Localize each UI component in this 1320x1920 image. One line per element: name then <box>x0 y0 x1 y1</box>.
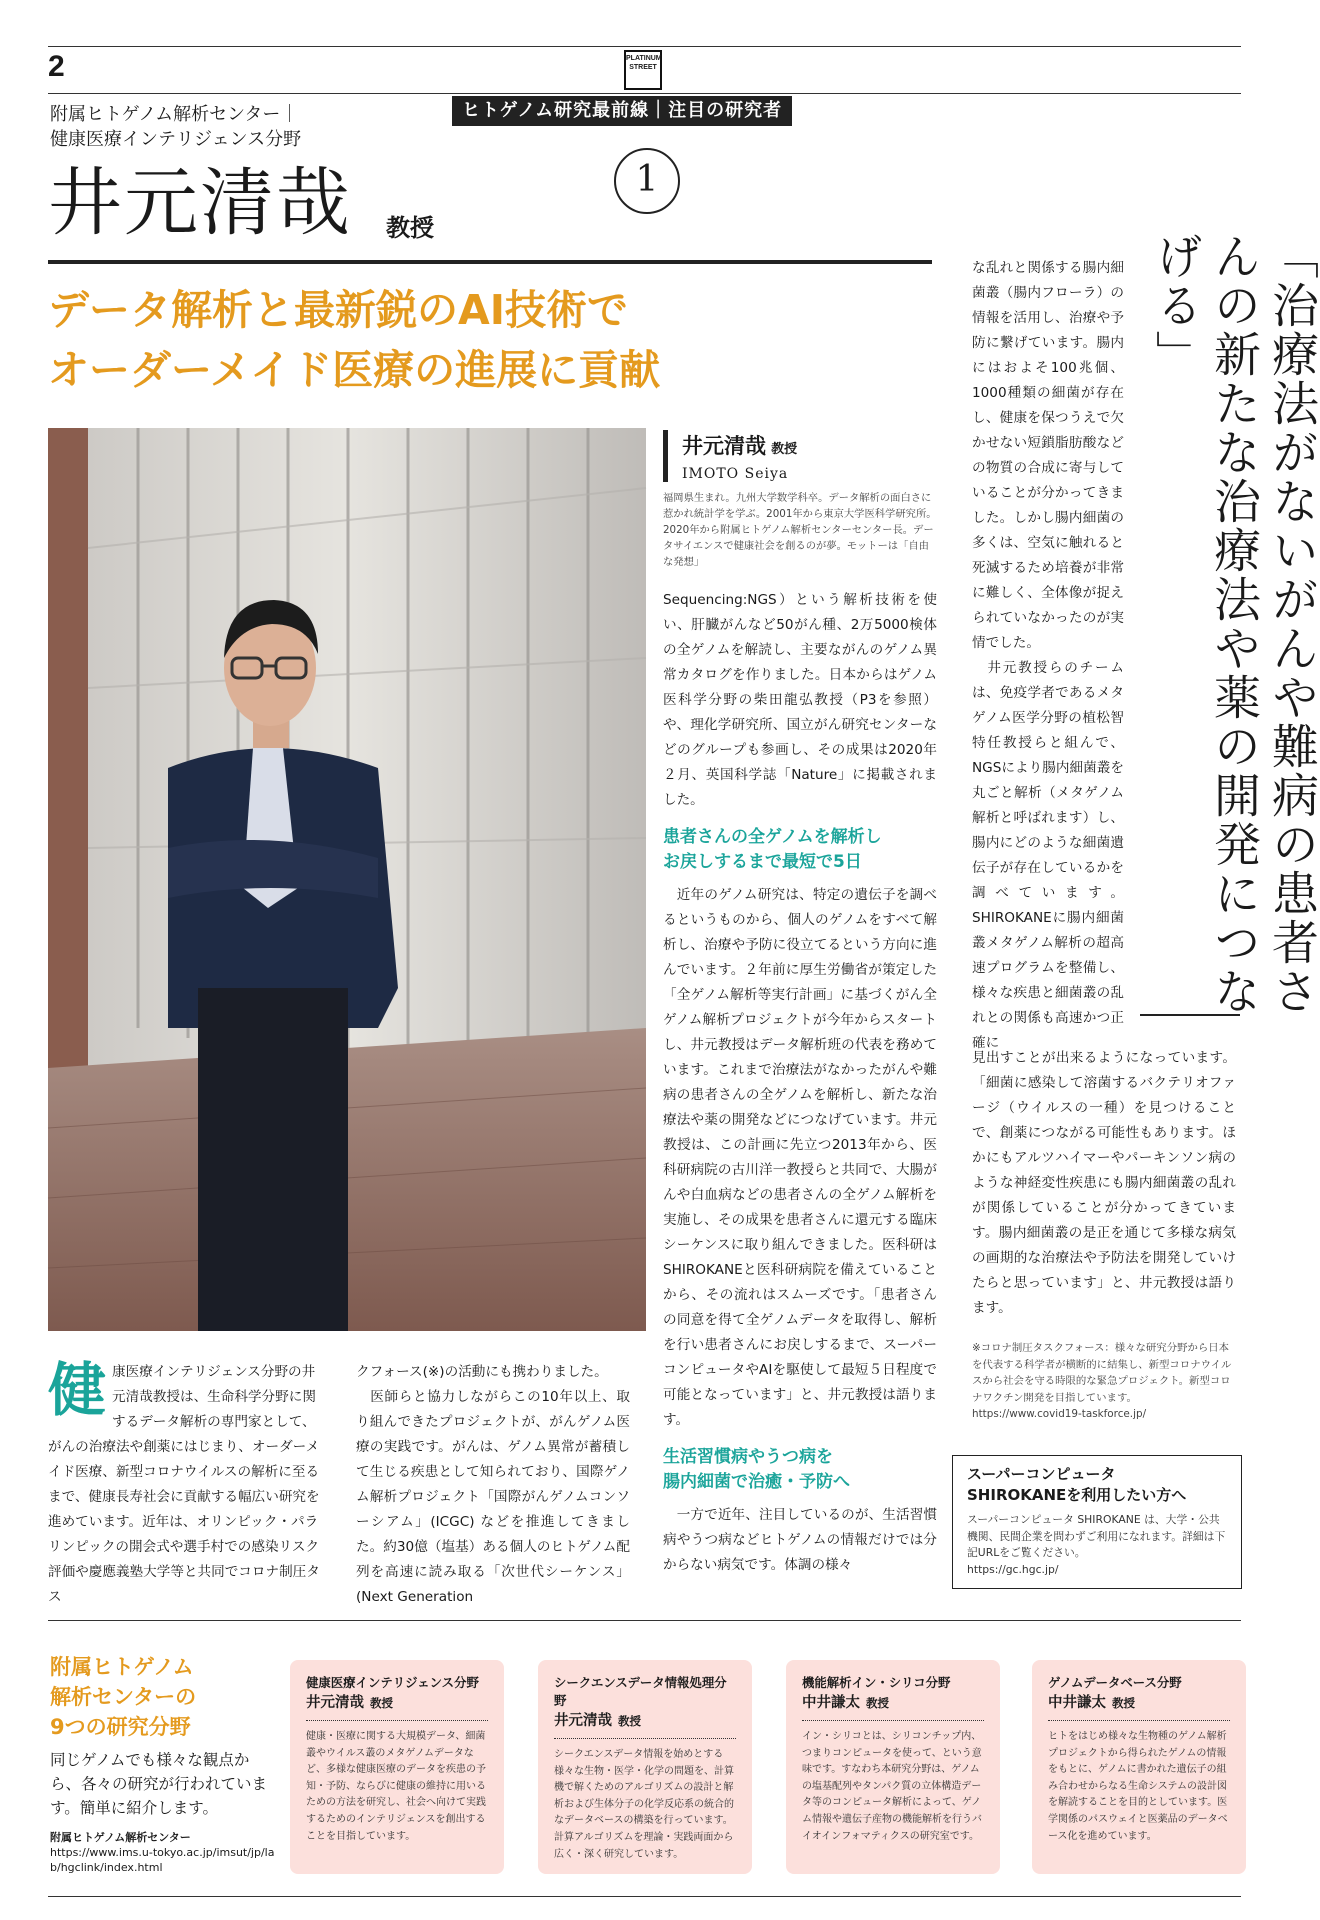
article-column-4 <box>972 256 1124 1056</box>
lab-card-division: ゲノムデータベース分野 <box>1048 1675 1182 1690</box>
lab-card-name-row <box>554 1710 736 1739</box>
top-rule <box>48 46 1241 47</box>
publication-logo: PLATINUM STREET <box>624 50 662 90</box>
lab-card-title: 教授 <box>866 1696 889 1710</box>
lab-card-body: イン・シリコとは、シリコンチップ内、つまりコンピュータを使って、という意味です。すなわち本研究分野は、ゲノムの塩基配列やタンパク質の立体構造データ等のコンピュータ解析によって、ゲノム情報や遺伝子産物の機能解析を行うバイオインフォマティクスの研究室です。 <box>802 1731 982 1842</box>
col2-text: クフォース(※)の活動にも携わりました。 医師らと協力しながらこの10年以上、取り組んできたプロジェクトが、がんゲノム医療の実践です。がんは、ゲノム異常が蓄積して生じる疾患として知られており、国際ゲノム解析プロジェクト「国際がんゲノムコンソーシアム」(ICGC) などを推進してきました。約30億（塩基）ある個人のヒトゲノム配列を高速に読み取る「次世代シーケンス」(Next Generation <box>356 1364 630 1605</box>
col4-text: な乱れと関係する腸内細菌叢（腸内フローラ）の情報を活用し、治療や予防に繋げています。腸内にはおよそ100兆個、1000種類の細菌が存在し、健康を保つうえで欠かせない短鎖脂肪酸などの物質の合成に寄与していることが分かってきました。しかし腸内細菌の多くは、空気に触れると死滅するため培養が非常に難しく、全体像が捉えられていなかったのが実情でした。 井元教授らのチームは、免疫学者であるメタゲノム医学分野の植松智特任教授らと組んで、NGSにより腸内細菌叢を丸ごと解析（メタゲノム解析と呼ばれます）し、腸内にどのような細菌遺伝子が存在しているかを調べています。SHIROKANEに腸内細菌叢メタゲノム解析の超高速プログラムを整備し、様々な疾患と細菌叢の乱れとの関係も高速かつ正確に <box>972 260 1124 1051</box>
labs-link[interactable]: https://www.ims.u-tokyo.ac.jp/imsut/jp/lab/hgclink/index.html <box>50 1846 275 1874</box>
subheading-1-line-2: お戻しするまで最短で5日 <box>663 852 862 872</box>
lab-card-title: 教授 <box>370 1696 393 1710</box>
lab-card-name: 井元清哉 <box>554 1713 612 1729</box>
profile-bio: 福岡県生まれ。九州大学数学科卒。データ解析の面白さに惹かれ統計学を学ぶ。2001年から東京大学医科学研究所。2020年から附属ヒトゲノム解析センターセンター長。データサイエンスで健康社会を創るのが夢。モットーは「自由な発想」 <box>663 492 937 568</box>
affiliation-line-2: 健康医療インテリジェンス分野 <box>50 129 302 150</box>
labs-description: 同じゲノムでも様々な観点から、各々の研究が行われています。簡単に紹介します。 <box>50 1751 268 1817</box>
col3-paragraph-2: 近年のゲノム研究は、特定の遺伝子を調べるというものから、個人のゲノムをすべて解析し、治療や予防に役立てるという方向に進んでいます。２年前に厚生労働省が策定した「全ゲノム解析等実行計画」に基づくがん全ゲノム解析プロジェクトが今年からスタートし、井元教授はデータ解析班の代表を務めています。これまで治療法がなかったがんや難病の患者さんの全ゲノムを解析し、新たな治療法や薬の開発などにつなげています。井元教授は、この計画に先立つ2013年から、医科研病院の古川洋一教授らと共同で、大腸がんや白血病などの患者さんの全ゲノム解析を実施し、その成果を患者さんに還元する臨床シーケンスに取り組んできました。医科研はSHIROKANEと医科研病院を備えていることから、その流れはスムーズです。「患者さんの同意を得て全ゲノムデータを取得し、解析を行い患者さんにお戻しするまで、スーパーコンピュータやAIを駆使して最短５日程度で可能となっています」と、井元教授は語ります。 <box>663 887 937 1428</box>
lab-card-name-row <box>802 1692 984 1721</box>
affiliation-line-1: 附属ヒトゲノム解析センター｜ <box>50 104 299 125</box>
footnote-text: ※コロナ制圧タスクフォース：様々な研究分野から日本を代表する科学者が横断的に結集し、新型コロナウイルスから社会を守る時限的な緊急プロジェクト。新型コロナワクチン開発を目指しています。 <box>972 1342 1232 1404</box>
lab-card-name: 中井謙太 <box>1048 1695 1106 1711</box>
affiliation <box>50 102 301 152</box>
headline-line-1: データ解析と最新鋭のAI技術で <box>48 286 628 334</box>
lab-card-division: 健康医療インテリジェンス分野 <box>306 1675 479 1690</box>
portrait-illustration <box>48 428 646 1331</box>
subheading-2-line-1: 生活習慣病やうつ病を <box>663 1447 833 1467</box>
footnote <box>972 1340 1236 1423</box>
quote-rule <box>1140 1014 1240 1016</box>
series-label: ヒトゲノム研究最前線｜注目の研究者 <box>452 96 792 126</box>
headline <box>48 280 660 400</box>
lab-card <box>290 1660 504 1874</box>
name-box <box>663 430 797 482</box>
headline-line-2: オーダーメイド医療の進展に貢献 <box>48 346 661 394</box>
lab-card-name: 中井謙太 <box>802 1695 860 1711</box>
footnote-link[interactable]: https://www.covid19-taskforce.jp/ <box>972 1408 1147 1420</box>
name-underline <box>48 260 932 264</box>
lab-card <box>786 1660 1000 1874</box>
labs-org: 附属ヒトゲノム解析センター <box>50 1831 191 1844</box>
portrait-photo <box>48 428 646 1331</box>
lab-card-name: 井元清哉 <box>306 1695 364 1711</box>
subheading-2-line-2: 腸内細菌で治癒・予防へ <box>663 1472 850 1492</box>
article-column-4-wide <box>972 1046 1236 1321</box>
article-column-3 <box>663 588 937 1578</box>
article-column-2 <box>356 1360 630 1610</box>
subheading-1-line-1: 患者さんの全ゲノムを解析し <box>663 827 882 847</box>
supercomputer-body <box>967 1512 1227 1578</box>
supercomputer-body-text: スーパーコンピュータ SHIROKANE は、大学・公共機関、民間企業を問わずご利用になれます。詳細は下記URLをご覧ください。 <box>967 1513 1226 1559</box>
labs-title-line-1: 附属ヒトゲノム <box>50 1655 194 1679</box>
labs-org-info <box>50 1830 280 1875</box>
labs-top-rule <box>48 1620 1241 1621</box>
labs-title <box>50 1652 196 1742</box>
labs-title-line-2: 解析センターの <box>50 1685 197 1709</box>
name-box-english: IMOTO Seiya <box>682 466 789 482</box>
lab-card <box>1032 1660 1246 1874</box>
lab-card-body: シークエンスデータ情報を始めとする様々な生物・医学・化学の問題を、計算機で解くためのアルゴリズムの設計と解析および生体分子の化学反応系の統合的なデータベースの構築を行っています。計算アルゴリズムを理論・実践両面から広く・深く研究しています。 <box>554 1749 734 1860</box>
supercomputer-title-line-1: スーパーコンピュータ <box>967 1465 1116 1483</box>
lab-card-name-row <box>306 1692 488 1721</box>
header-rule <box>48 93 1241 94</box>
pull-quote: 「治療法がないがんや難病の患者さんの新たな治療法や薬の開発につなげる」 <box>1148 232 1319 1016</box>
page-number: 2 <box>48 50 65 83</box>
col3-paragraph-3: 一方で近年、注目しているのが、生活習慣病やうつ病などヒトゲノムの情報だけでは分からない病気です。体調の様々 <box>663 1507 937 1573</box>
subheading-1 <box>663 825 937 875</box>
lab-card-title: 教授 <box>618 1714 641 1728</box>
lab-card-body: 健康・医療に関する大規模データ、細菌叢やウイルス叢のメタゲノムデータなど、多様な健康医療のデータを疾患の予知・予防、ならびに健康の維持に用いるための方法を研究し、社会へ向けて実践するためのインテリジェンスを創出することを目指しています。 <box>306 1731 486 1842</box>
lab-card-division: シークエンスデータ情報処理分野 <box>554 1675 727 1708</box>
col1-text: 康医療インテリジェンス分野の井元清哉教授は、生命科学分野に関するデータ解析の専門家として、がんの治療法や創薬にはじまり、オーダーメイド医療、新型コロナウイルスの解析に至るまで、健康長寿社会に貢献する幅広い研究を進めています。近年は、オリンピック・パラリンピックの開会式や選手村での感染リスク評価や慶應義塾大学等と共同でコロナ制圧タス <box>48 1364 320 1605</box>
lab-card-division: 機能解析イン・シリコ分野 <box>802 1675 951 1690</box>
article-column-1 <box>48 1356 322 1610</box>
bottom-rule <box>48 1896 1241 1897</box>
drop-cap: 健 <box>48 1356 107 1424</box>
researcher-name: 井元清哉 <box>48 160 352 246</box>
labs-title-line-3: 9つの研究分野 <box>50 1715 191 1739</box>
col3-paragraph-1: Sequencing:NGS）という解析技術を使い、肝臓がんなど50がん種、2万5000検体の全ゲノムを解読し、主要ながんのゲノム異常カタログを作りました。日本からはゲノム医科学分野の柴田龍弘教授（P3を参照）や、理化学研究所、国立がん研究センターなどのグループも参画し、その成果は2020年２月、英国科学誌「Nature」に掲載されました。 <box>663 592 937 808</box>
supercomputer-link[interactable]: https://gc.hgc.jp/ <box>967 1562 1059 1576</box>
lab-card-title: 教授 <box>1112 1696 1135 1710</box>
lab-card-body: ヒトをはじめ様々な生物種のゲノム解析プロジェクトから得られたゲノムの情報をもとに、ゲノムに書かれた遺伝子の組み合わせからなる生命システムの設計図を解読することを目的としています。医学関係のパスウェイと医薬品のデータベース化を進めています。 <box>1048 1731 1228 1842</box>
researcher-title: 教授 <box>386 214 434 242</box>
supercomputer-title-line-2: SHIROKANEを利用したい方へ <box>967 1486 1187 1504</box>
name-box-title: 教授 <box>771 442 798 457</box>
col4-wide-text: 見出すことが出来るようになっています。「細菌に感染して溶菌するバクテリオファージ（ウイルスの一種）を見つけることで、創薬につながる可能性もあります。ほかにもアルツハイマーやパーキンソン病のような神経変性疾患にも腸内細菌叢の乱れが関係していることが分かってきています。腸内細菌叢の是正を通じて多様な病気の画期的な治療法や予防法を開発していけたらと思っています」と、井元教授は語ります。 <box>972 1050 1236 1316</box>
supercomputer-title <box>967 1464 1227 1506</box>
subheading-2 <box>663 1445 937 1495</box>
lab-card <box>538 1660 752 1874</box>
supercomputer-box <box>952 1455 1242 1589</box>
name-box-name: 井元清哉 <box>682 434 766 458</box>
lab-card-name-row <box>1048 1692 1230 1721</box>
series-number: 1 <box>614 148 680 214</box>
